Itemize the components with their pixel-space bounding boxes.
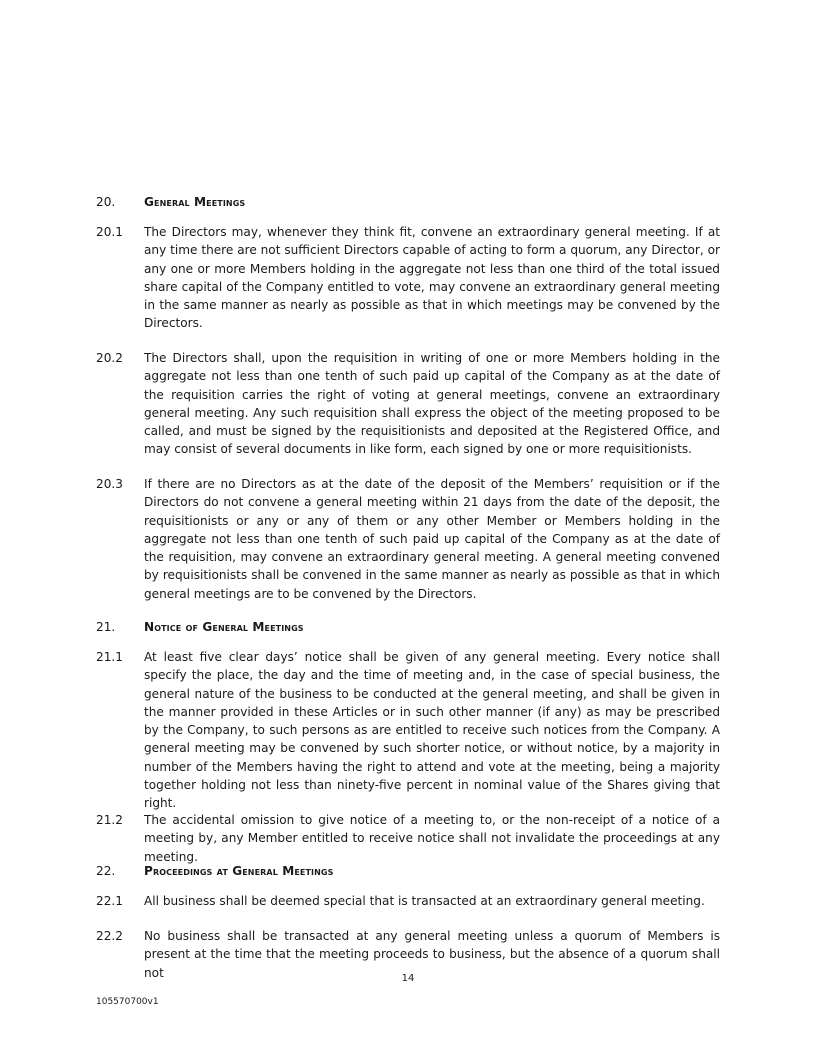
clause-20-1 — [96, 223, 720, 333]
clause-20-3 — [96, 475, 720, 603]
section-number: 20. — [96, 195, 116, 209]
section-heading-20 — [96, 193, 720, 211]
section-title: General Meetings — [144, 195, 246, 209]
clause-number: 22.1 — [96, 894, 123, 908]
document-id: 105570700v1 — [96, 997, 159, 1007]
clause-text: No business shall be transacted at any general meeting unless a quorum of Members is present at the time that the meeting proceeds to business, but the absence of a quorum shall not — [144, 929, 720, 980]
clause-number: 21.1 — [96, 650, 123, 664]
clause-22-1 — [96, 892, 720, 910]
section-heading-22 — [96, 862, 720, 880]
clause-text: The Directors may, whenever they think fit, convene an extraordinary general meeting. If at any time there are not sufficient Directors capable of acting to form a quorum, any Director, or any one or more Members holding in the aggregate not less than one third of the total issued share capital of the Company entitled to vote, may convene an extraordinary general meeting in the same manner as nearly as possible as that in which meetings may be convened by the Directors. — [144, 225, 720, 331]
clause-20-2 — [96, 349, 720, 459]
clause-text: The accidental omission to give notice of a meeting to, or the non-receipt of a notice of a meeting by, any Member entitled to receive notice shall not invalidate the proceedings at any meeting. — [144, 813, 720, 864]
clause-21-1 — [96, 648, 720, 813]
section-title: Proceedings at General Meetings — [144, 864, 334, 878]
clause-number: 20.2 — [96, 351, 123, 365]
clause-text: At least five clear days’ notice shall be given of any general meeting. Every notice shall specify the place, the day and the time of meeting and, in the case of special business, the general nature of the business to be conducted at the general meeting, and shall be given in the manner provided in these Articles or in such other manner (if any) as may be prescribed by the Company, to such persons as are entitled to receive such notices from the Company. A general meeting may be convened by such shorter notice, or without notice, by a majority in number of the Members having the right to attend and vote at the meeting, being a majority together holding not less than ninety-five percent in nominal value of the Shares giving that right. — [144, 650, 720, 811]
section-number: 21. — [96, 620, 116, 634]
section-heading-21 — [96, 618, 720, 636]
clause-number: 22.2 — [96, 929, 123, 943]
clause-text: If there are no Directors as at the date of the deposit of the Members’ requisition or if the Directors do not convene a general meeting within 21 days from the date of the deposit, the requisitionists or any or any of them or any other Member or Members holding in the aggregate not less than one tenth of such paid up capital of the Company as at the date of the requisition, may convene an extraordinary general meeting. A general meeting convened by requisitionists shall be convened in the same manner as nearly as possible as that in which general meetings are to be convened by the Directors. — [144, 477, 720, 601]
page-number: 14 — [401, 973, 415, 984]
section-number: 22. — [96, 864, 116, 878]
clause-number: 20.1 — [96, 225, 123, 239]
clause-number: 21.2 — [96, 813, 123, 827]
clause-text: All business shall be deemed special that is transacted at an extraordinary general meeting. — [144, 894, 705, 908]
clause-text: The Directors shall, upon the requisition in writing of one or more Members holding in the aggregate not less than one tenth of such paid up capital of the Company as at the date of the requisition carries the right of voting at general meetings, convene an extraordinary general meeting. Any such requisition shall express the object of the meeting proposed to be called, and must be signed by the requisitionists and deposited at the Registered Office, and may consist of several documents in like form, each signed by one or more requisitionists. — [144, 351, 720, 457]
clause-number: 20.3 — [96, 477, 123, 491]
clause-21-2 — [96, 811, 720, 866]
section-title: Notice of General Meetings — [144, 620, 304, 634]
